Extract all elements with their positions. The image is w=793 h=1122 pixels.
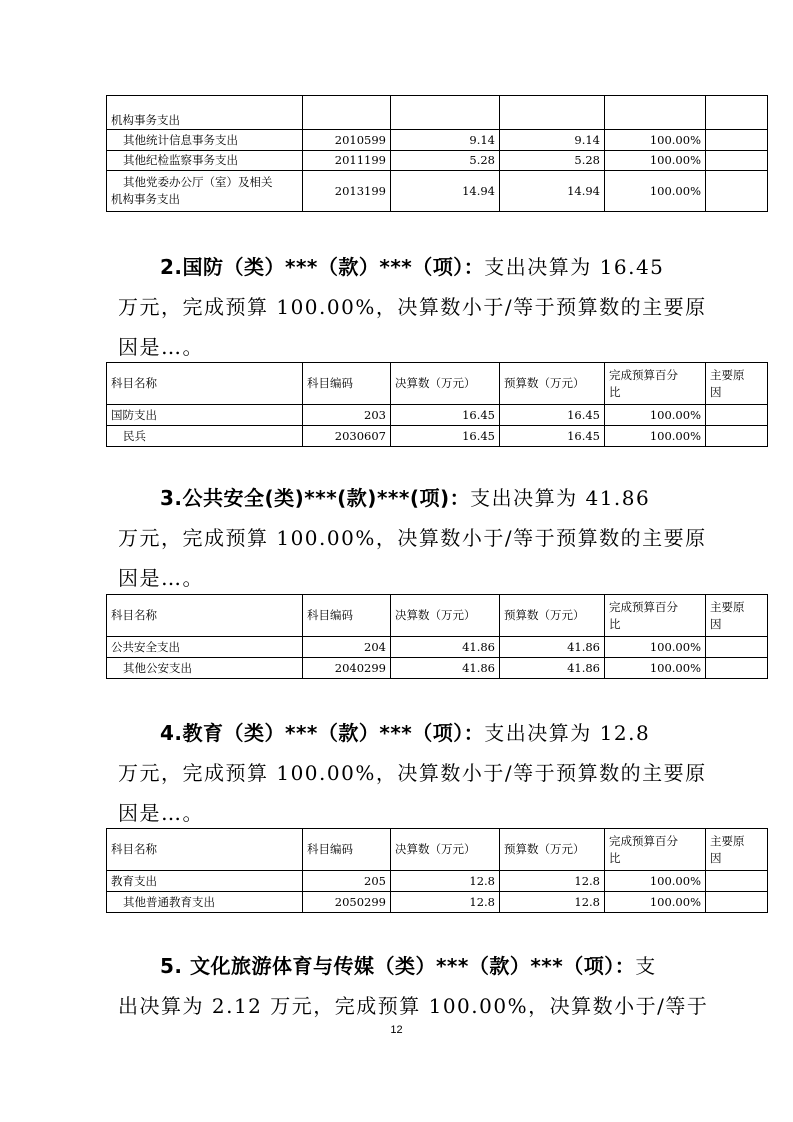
section-text: 因是…。 bbox=[118, 335, 204, 359]
subject-code: 2030607 bbox=[303, 426, 391, 447]
header-reason: 主要原 因 bbox=[706, 595, 768, 637]
budget-amount: 16.45 bbox=[500, 426, 605, 447]
table-header-row bbox=[107, 829, 768, 871]
table-header-row bbox=[107, 363, 768, 405]
header-actual: 决算数（万元） bbox=[391, 829, 500, 871]
actual-amount: 12.8 bbox=[391, 871, 500, 892]
table-row bbox=[107, 130, 768, 151]
header-reason: 主要原 因 bbox=[706, 363, 768, 405]
reason bbox=[706, 130, 768, 151]
section-2-paragraph-cont bbox=[118, 287, 707, 367]
subject-name: 民兵 bbox=[107, 426, 303, 447]
section-heading: 5. 文化旅游体育与传媒（类）***（款）***（项）： bbox=[160, 954, 636, 978]
table-row bbox=[107, 96, 768, 130]
section-text: 万元，完成预算 100.00%，决算数小于/等于预算数的主要原 bbox=[118, 295, 707, 319]
section-2-paragraph bbox=[160, 247, 720, 287]
budget-amount: 14.94 bbox=[500, 171, 605, 212]
completion-percent: 100.00% bbox=[605, 637, 706, 658]
actual-amount: 14.94 bbox=[391, 171, 500, 212]
section-text: 出决算为 2.12 万元，完成预算 100.00%，决算数小于/等于 bbox=[118, 994, 709, 1018]
budget-amount: 16.45 bbox=[500, 405, 605, 426]
reason bbox=[706, 871, 768, 892]
subject-name: 国防支出 bbox=[107, 405, 303, 426]
section-text: 因是…。 bbox=[118, 566, 204, 590]
education-expense-table bbox=[106, 828, 768, 913]
header-subject-name: 科目名称 bbox=[107, 595, 303, 637]
section-heading: 4.教育（类）***（款）***（项）： bbox=[160, 721, 485, 745]
section-heading: 2.国防（类）***（款）***（项）： bbox=[160, 255, 485, 279]
completion-percent: 100.00% bbox=[605, 405, 706, 426]
table-row bbox=[107, 871, 768, 892]
header-subject-name: 科目名称 bbox=[107, 363, 303, 405]
subject-code: 205 bbox=[303, 871, 391, 892]
reason bbox=[706, 426, 768, 447]
subject-code: 2050299 bbox=[303, 892, 391, 913]
reason bbox=[706, 637, 768, 658]
reason bbox=[706, 171, 768, 212]
actual-amount: 16.45 bbox=[391, 426, 500, 447]
subject-code: 2011199 bbox=[303, 151, 391, 171]
subject-name: 其他普通教育支出 bbox=[107, 892, 303, 913]
section-text: 因是…。 bbox=[118, 801, 204, 825]
subject-name: 教育支出 bbox=[107, 871, 303, 892]
completion-percent: 100.00% bbox=[605, 426, 706, 447]
header-subject-code: 科目编码 bbox=[303, 363, 391, 405]
section-text: 支出决算为 41.86 bbox=[470, 486, 651, 510]
actual-amount: 41.86 bbox=[391, 637, 500, 658]
table-row bbox=[107, 637, 768, 658]
reason bbox=[706, 405, 768, 426]
subject-name: 其他公安支出 bbox=[107, 658, 303, 679]
subject-name-line-2: 机构事务支出 bbox=[111, 192, 180, 206]
section-4-paragraph-cont bbox=[118, 753, 707, 833]
page-number: 12 bbox=[390, 1024, 403, 1036]
actual-amount: 9.14 bbox=[391, 130, 500, 151]
subject-name bbox=[107, 171, 303, 212]
section-3-paragraph bbox=[160, 478, 720, 518]
defense-expense-table bbox=[106, 362, 768, 447]
subject-name-line-1: 其他党委办公厅（室）及相关 bbox=[123, 175, 273, 189]
reason bbox=[706, 892, 768, 913]
header-budget: 预算数（万元） bbox=[500, 363, 605, 405]
header-percent: 完成预算百分 比 bbox=[605, 595, 706, 637]
actual-amount: 41.86 bbox=[391, 658, 500, 679]
subject-name: 机构事务支出 bbox=[107, 96, 303, 130]
header-subject-name: 科目名称 bbox=[107, 829, 303, 871]
actual-amount: 12.8 bbox=[391, 892, 500, 913]
budget-amount: 12.8 bbox=[500, 892, 605, 913]
section-3-paragraph-cont bbox=[118, 518, 707, 598]
header-percent: 完成预算百分 比 bbox=[605, 363, 706, 405]
subject-code: 2013199 bbox=[303, 171, 391, 212]
header-reason: 主要原 因 bbox=[706, 829, 768, 871]
table-row bbox=[107, 171, 768, 212]
section-text: 万元，完成预算 100.00%，决算数小于/等于预算数的主要原 bbox=[118, 761, 707, 785]
section-text: 支出决算为 16.45 bbox=[484, 255, 665, 279]
actual-amount: 16.45 bbox=[391, 405, 500, 426]
subject-code: 204 bbox=[303, 637, 391, 658]
table-header-row bbox=[107, 595, 768, 637]
subject-name: 公共安全支出 bbox=[107, 637, 303, 658]
actual-amount: 5.28 bbox=[391, 151, 500, 171]
section-5-paragraph-cont bbox=[118, 986, 709, 1026]
completion-percent: 100.00% bbox=[605, 151, 706, 171]
subject-name: 其他统计信息事务支出 bbox=[107, 130, 303, 151]
subject-code: 203 bbox=[303, 405, 391, 426]
completion-percent: 100.00% bbox=[605, 892, 706, 913]
budget-amount: 41.86 bbox=[500, 637, 605, 658]
table-row bbox=[107, 658, 768, 679]
header-percent: 完成预算百分 比 bbox=[605, 829, 706, 871]
header-actual: 决算数（万元） bbox=[391, 363, 500, 405]
reason bbox=[706, 658, 768, 679]
completion-percent: 100.00% bbox=[605, 130, 706, 151]
subject-code bbox=[303, 96, 391, 130]
subject-name: 其他纪检监察事务支出 bbox=[107, 151, 303, 171]
table-row bbox=[107, 426, 768, 447]
section-5-paragraph bbox=[160, 946, 680, 986]
continued-expense-table bbox=[106, 95, 768, 212]
table-row bbox=[107, 892, 768, 913]
budget-amount: 9.14 bbox=[500, 130, 605, 151]
header-subject-code: 科目编码 bbox=[303, 595, 391, 637]
section-text: 万元，完成预算 100.00%，决算数小于/等于预算数的主要原 bbox=[118, 526, 707, 550]
budget-amount: 5.28 bbox=[500, 151, 605, 171]
header-subject-code: 科目编码 bbox=[303, 829, 391, 871]
completion-percent: 100.00% bbox=[605, 171, 706, 212]
section-heading: 3.公共安全(类)***(款)***(项)： bbox=[160, 486, 471, 510]
header-actual: 决算数（万元） bbox=[391, 595, 500, 637]
completion-percent: 100.00% bbox=[605, 658, 706, 679]
budget-amount: 12.8 bbox=[500, 871, 605, 892]
budget-amount: 41.86 bbox=[500, 658, 605, 679]
subject-code: 2010599 bbox=[303, 130, 391, 151]
subject-code: 2040299 bbox=[303, 658, 391, 679]
completion-percent: 100.00% bbox=[605, 871, 706, 892]
header-budget: 预算数（万元） bbox=[500, 595, 605, 637]
header-budget: 预算数（万元） bbox=[500, 829, 605, 871]
section-text: 支出决算为 12.8 bbox=[484, 721, 651, 745]
section-text: 支 bbox=[635, 954, 657, 978]
public-safety-expense-table bbox=[106, 594, 768, 679]
section-4-paragraph bbox=[160, 713, 720, 753]
table-row bbox=[107, 405, 768, 426]
table-row bbox=[107, 151, 768, 171]
reason bbox=[706, 151, 768, 171]
